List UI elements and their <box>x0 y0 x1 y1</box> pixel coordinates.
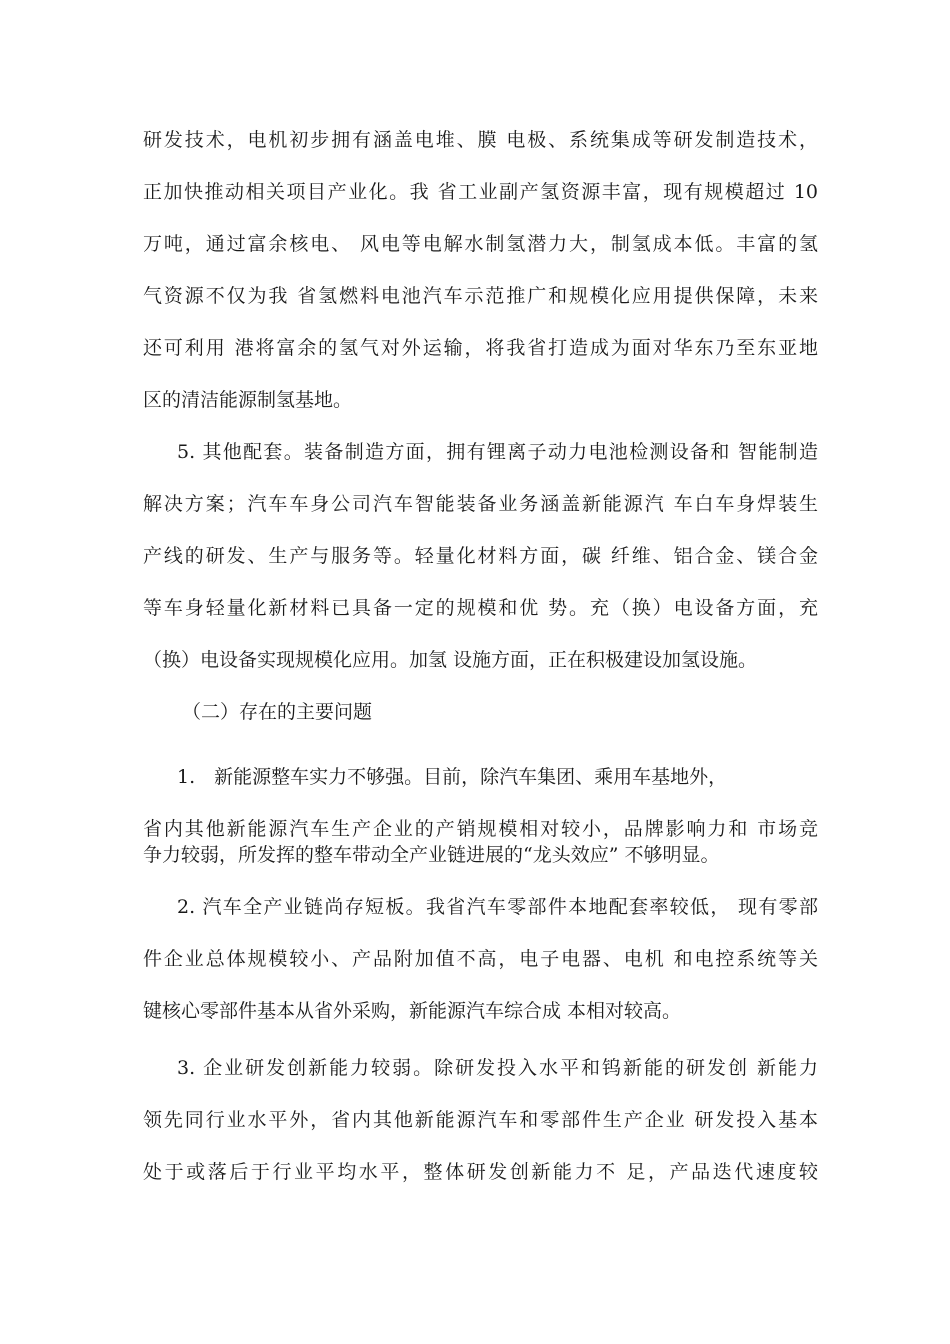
paragraph-line: 区的清洁能源制氢基地。 <box>143 389 353 411</box>
paragraph-line: 3. 企业研发创新能力较弱。除研发投入水平和钨新能的研发创 新能力 <box>177 1057 818 1079</box>
paragraph-line: 2. 汽车全产业链尚存短板。我省汽车零部件本地配套率较低， 现有零部 <box>177 896 818 918</box>
paragraph-line: 等车身轻量化新材料已具备一定的规模和优 势。充（换）电设备方面，充 <box>143 597 818 619</box>
paragraph-line: 省内其他新能源汽车生产企业的产销规模相对较小，品牌影响力和 市场竞 <box>143 818 818 840</box>
paragraph-line: 万吨，通过富余核电、 风电等电解水制氢潜力大，制氢成本低。丰富的氢 <box>143 233 818 255</box>
paragraph-line: 键核心零部件基本从省外采购，新能源汽车综合成 本相对较高。 <box>143 1000 682 1022</box>
paragraph-line: 领先同行业水平外，省内其他新能源汽车和零部件生产企业 研发投入基本 <box>143 1109 818 1131</box>
paragraph-line: 研发技术，电机初步拥有涵盖电堆、膜 电极、系统集成等研发制造技术， <box>143 129 818 151</box>
paragraph-line: 气资源不仅为我 省氢燃料电池汽车示范推广和规模化应用提供保障，未来 <box>143 285 818 307</box>
section-heading: （二）存在的主要问题 <box>182 701 373 723</box>
paragraph-line: 解决方案；汽车车身公司汽车智能装备业务涵盖新能源汽 车白车身焊装生 <box>143 493 818 515</box>
paragraph-line: 争力较弱，所发挥的整车带动全产业链进展的“龙头效应” 不够明显。 <box>143 844 720 866</box>
paragraph-line: 5. 其他配套。装备制造方面，拥有锂离子动力电池检测设备和 智能制造 <box>177 441 818 463</box>
paragraph-line: 正加快推动相关项目产业化。我 省工业副产氢资源丰富，现有规模超过 10 <box>143 181 818 203</box>
paragraph-line: 还可利用 港将富余的氢气对外运输，将我省打造成为面对华东乃至东亚地 <box>143 337 818 359</box>
paragraph-line: 1. 新能源整车实力不够强。目前，除汽车集团、乘用车基地外， <box>177 766 728 788</box>
paragraph-line: （换）电设备实现规模化应用。加氢 设施方面，正在积极建设加氢设施。 <box>143 649 758 671</box>
paragraph-line: 处于或落后于行业平均水平，整体研发创新能力不 足，产品迭代速度较 <box>143 1161 818 1183</box>
paragraph-line: 件企业总体规模较小、产品附加值不高，电子电器、电机 和电控系统等关 <box>143 948 818 970</box>
paragraph-line: 产线的研发、生产与服务等。轻量化材料方面，碳 纤维、铝合金、镁合金 <box>143 545 818 567</box>
